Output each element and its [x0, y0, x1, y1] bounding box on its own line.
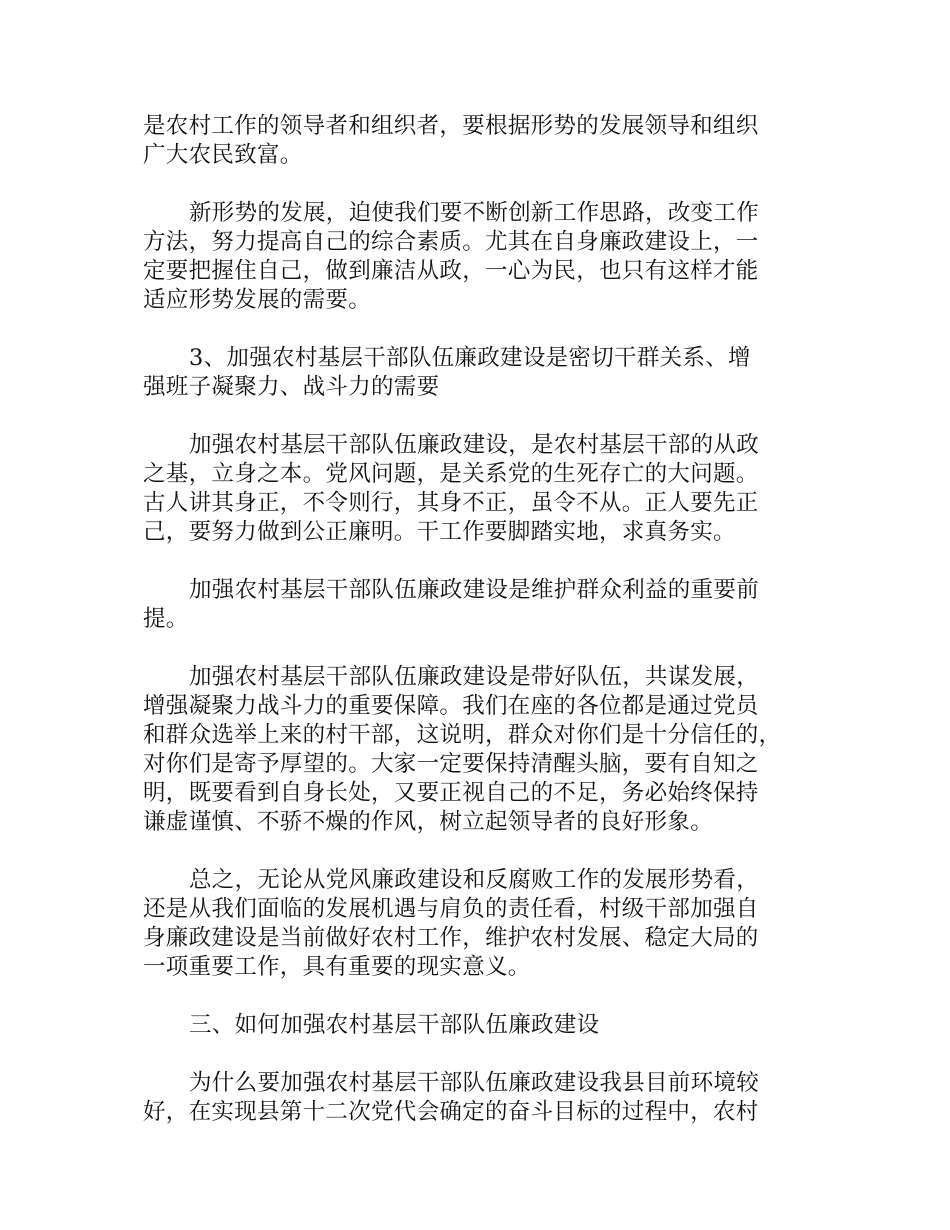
- document-body: [143, 112, 823, 1156]
- section-heading: [143, 1011, 823, 1040]
- text-line: 好，在实现县第十二次党代会确定的奋斗目标的过程中，农村: [143, 1099, 759, 1125]
- text-line: 3、加强农村基层干部队伍廉政建设是密切干群关系、增: [189, 345, 751, 371]
- text-line: 总之，无论从党风廉政建设和反腐败工作的发展形势看，: [189, 867, 760, 893]
- text-line: 三、如何加强农村基层干部队伍廉政建设: [189, 1012, 600, 1038]
- text-line: 增强凝聚力战斗力的重要保障。我们在座的各位都是通过党员: [143, 693, 759, 719]
- text-line: 为什么要加强农村基层干部队伍廉政建设我县目前环境较: [189, 1070, 760, 1096]
- paragraph-6: [143, 663, 823, 837]
- text-line: 之基，立身之本。党风问题，是关系党的生死存亡的大问题。: [143, 461, 759, 487]
- paragraph-4: [143, 431, 823, 547]
- paragraph-7: [143, 866, 823, 982]
- paragraph-2: [143, 199, 823, 315]
- paragraph-3-heading: [143, 344, 823, 402]
- text-line: 谦虚谨慎、不骄不燥的作风，树立起领导者的良好形象。: [143, 809, 714, 835]
- paragraph-1: [143, 112, 823, 170]
- text-line: 对你们是寄予厚望的。大家一定要保持清醒头脑，要有自知之: [143, 751, 759, 777]
- text-line: 适应形势发展的需要。: [143, 287, 372, 313]
- text-line: 一项重要工作，具有重要的现实意义。: [143, 954, 531, 980]
- text-line: 身廉政建设是当前做好农村工作，维护农村发展、稳定大局的: [143, 925, 759, 951]
- text-line: 古人讲其身正，不令则行，其身不正，虽令不从。正人要先正: [143, 490, 759, 516]
- text-line: 是农村工作的领导者和组织者，要根据形势的发展领导和组织: [143, 113, 759, 139]
- text-line: 加强农村基层干部队伍廉政建设是带好队伍，共谋发展，: [189, 664, 760, 690]
- text-line: 明，既要看到自身长处，又要正视自己的不足，务必始终保持: [143, 780, 759, 806]
- paragraph-9: [143, 1069, 823, 1127]
- text-line: 提。: [143, 606, 189, 632]
- text-line: 加强农村基层干部队伍廉政建设，是农村基层干部的从政: [189, 432, 760, 458]
- text-line: 还是从我们面临的发展机遇与肩负的责任看，村级干部加强自: [143, 896, 759, 922]
- text-line: 加强农村基层干部队伍廉政建设是维护群众利益的重要前: [189, 577, 760, 603]
- paragraph-5: [143, 576, 823, 634]
- text-line: 定要把握住自己，做到廉洁从政，一心为民，也只有这样才能: [143, 258, 759, 284]
- text-line: 广大农民致富。: [143, 142, 303, 168]
- text-line: 新形势的发展，迫使我们要不断创新工作思路，改变工作: [189, 200, 760, 226]
- text-line: 方法，努力提高自己的综合素质。尤其在自身廉政建设上，一: [143, 229, 759, 255]
- text-line: 强班子凝聚力、战斗力的需要: [143, 374, 440, 400]
- text-line: 己，要努力做到公正廉明。干工作要脚踏实地，求真务实。: [143, 519, 736, 545]
- text-line: 和群众选举上来的村干部，这说明，群众对你们是十分信任的，: [143, 722, 782, 748]
